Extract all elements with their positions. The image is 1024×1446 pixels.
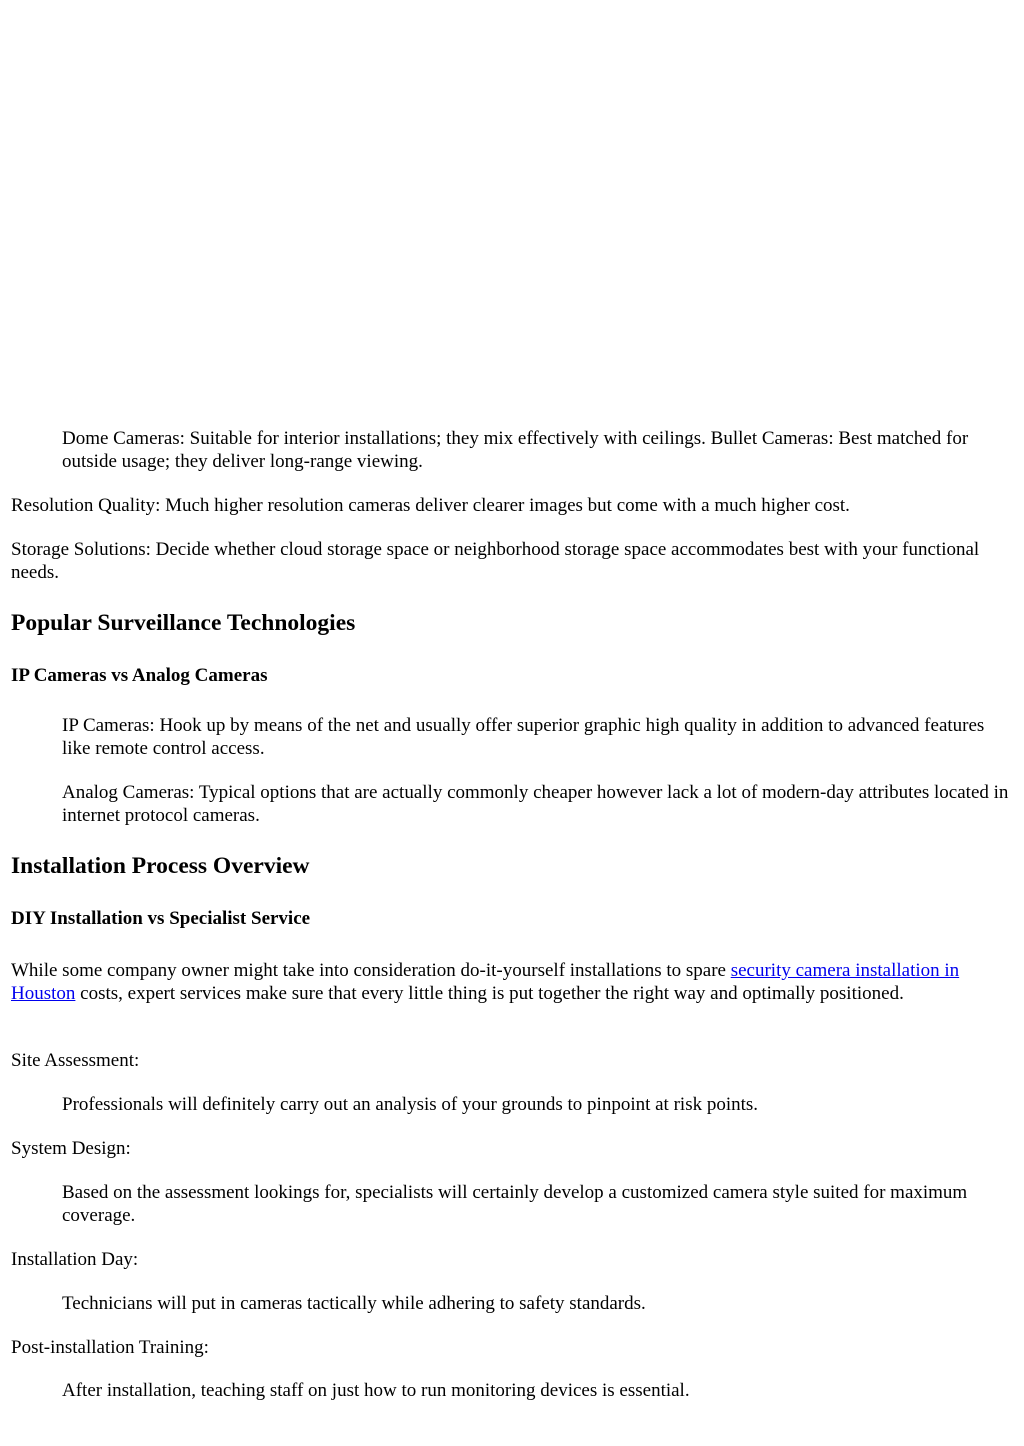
- installation-day-label: Installation Day:: [11, 1249, 139, 1270]
- heading-popular-surveillance: Popular Surveillance Technologies: [11, 610, 356, 636]
- security-camera-installation-link[interactable]: security camera installation in Houston: [11, 960, 960, 1004]
- dome-cameras-text: Dome Cameras: Suitable for interior installations; they mix effectively with ceilings. Bullet Cameras: Best matched for outside usage; they deliver long-range viewing.: [62, 428, 969, 472]
- post-installation-training-label: Post-installation Training:: [11, 1337, 209, 1358]
- diy-text-after: costs, expert services make sure that every little thing is put together the right way and optimally positioned.: [75, 983, 904, 1004]
- post-installation-training-text: After installation, teaching staff on just how to run monitoring devices is essential.: [62, 1380, 690, 1401]
- diy-paragraph: [11, 959, 1011, 1005]
- storage-solutions-text: Storage Solutions: Decide whether cloud storage space or neighborhood storage space accommodates best with your functional needs.: [11, 539, 980, 583]
- site-assessment-text: Professionals will definitely carry out an analysis of your grounds to pinpoint at risk points.: [62, 1094, 759, 1115]
- heading-ip-vs-analog: IP Cameras vs Analog Cameras: [11, 665, 268, 686]
- heading-diy-vs-specialist: DIY Installation vs Specialist Service: [11, 908, 311, 929]
- system-design-text: Based on the assessment lookings for, specialists will certainly develop a customized camera style suited for maximum coverage.: [62, 1182, 968, 1226]
- resolution-quality-text: Resolution Quality: Much higher resolution cameras deliver clearer images but come with a much higher cost.: [11, 495, 850, 516]
- diy-text-before: While some company owner might take into consideration do-it-yourself installations to spare: [11, 960, 731, 981]
- site-assessment-label: Site Assessment:: [11, 1050, 140, 1071]
- analog-cameras-text: Analog Cameras: Typical options that are actually commonly cheaper however lack a lot of modern-day attributes located in internet protocol cameras.: [62, 782, 1009, 826]
- ip-cameras-text: IP Cameras: Hook up by means of the net and usually offer superior graphic high quality in addition to advanced features like remote control access.: [62, 715, 985, 759]
- installation-day-text: Technicians will put in cameras tactically while adhering to safety standards.: [62, 1293, 646, 1314]
- heading-installation-process: Installation Process Overview: [11, 853, 310, 879]
- system-design-label: System Design:: [11, 1138, 131, 1159]
